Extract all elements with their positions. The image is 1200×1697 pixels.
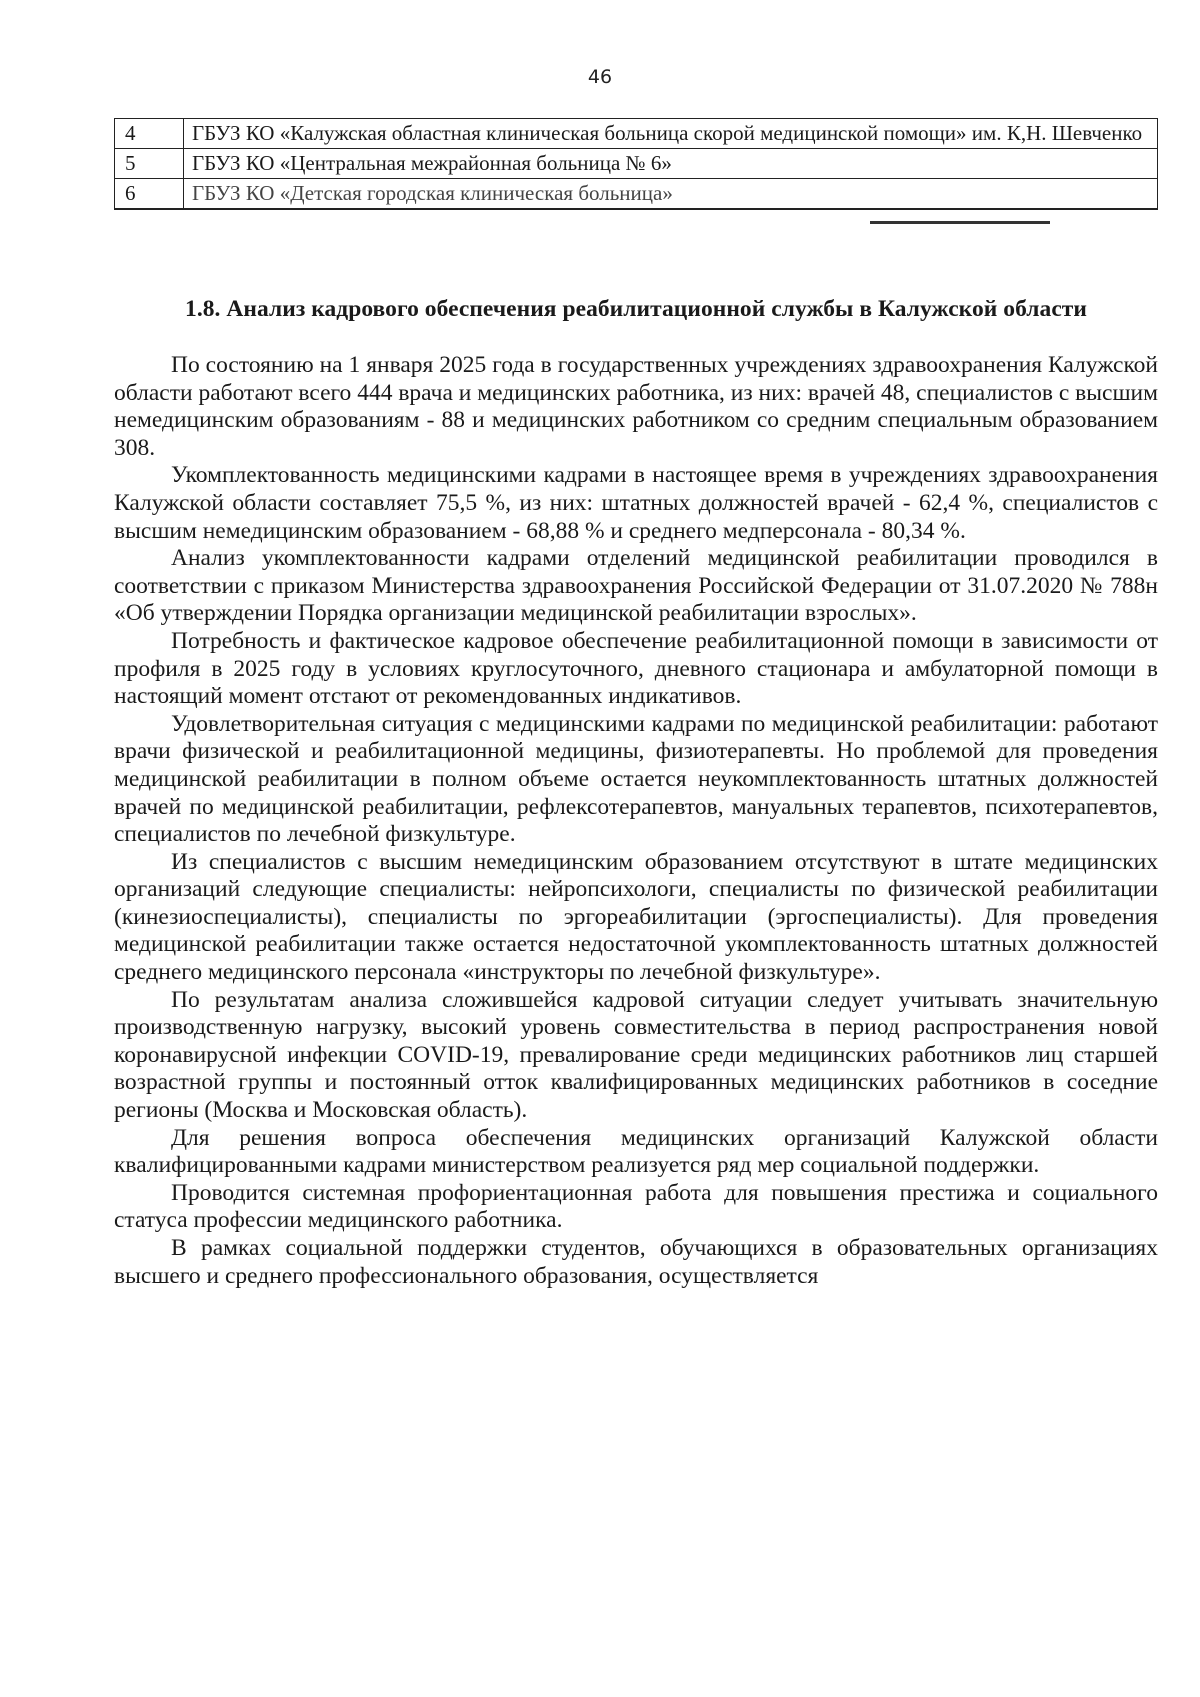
row-number: 5 <box>115 149 184 179</box>
paragraph: Удовлетворительная ситуация с медицинскими кадрами по медицинской реабилитации: работают врачи физической и реабилитационной медицины, физиотерапевты. Но проблемой для проведения медицинской реабилитации в полном объеме остается неукомплектованность штатных должностей врачей по медицинской реабилитации, рефлексотерапевтов, мануальных терапевтов, психотерапевтов, специалистов по лечебной физкультуре. <box>114 710 1158 848</box>
organizations-table <box>114 118 1158 210</box>
paragraph: В рамках социальной поддержки студентов, обучающихся в образовательных организациях высшего и среднего профессионального образования, осуществляется <box>114 1235 1158 1289</box>
page-number: 46 <box>587 66 613 88</box>
scan-artifact-line <box>870 221 1050 224</box>
section-title: 1.8. Анализ кадрового обеспечения реабилитационной службы в Калужской области <box>185 296 1087 322</box>
organization-name: ГБУЗ КО «Калужская областная клиническая больница скорой медицинской помощи» им. К,Н. Шевченко <box>184 119 1158 149</box>
paragraph: По результатам анализа сложившейся кадровой ситуации следует учитывать значительную производственную нагрузку, высокий уровень совместительства в период распространения новой коронавирусной инфекции COVID-19, превалирование среди медицинских работников лиц старшей возрастной группы и постоянный отток квалифицированных медицинских работников в соседние регионы (Москва и Московская область). <box>114 986 1158 1124</box>
paragraph: Анализ укомплектованности кадрами отделений медицинской реабилитации проводился в соответствии с приказом Министерства здравоохранения Российской Федерации от 31.07.2020 № 788н «Об утверждении Порядка организации медицинской реабилитации взрослых». <box>114 545 1158 627</box>
organization-name: ГБУЗ КО «Центральная межрайонная больница № 6» <box>184 149 1158 179</box>
document-body <box>114 352 1158 1290</box>
table-row <box>115 149 1158 179</box>
paragraph: Проводится системная профориентационная работа для повышения престижа и социального статуса профессии медицинского работника. <box>114 1179 1158 1234</box>
paragraph: Укомплектованность медицинскими кадрами в настоящее время в учреждениях здравоохранения Калужской области составляет 75,5 %, из них: штатных должностей врачей - 62,4 %, специалистов с высшим немедицинским образованием - 68,88 % и среднего медперсонала - 80,34 %. <box>114 462 1158 544</box>
paragraph: Потребность и фактическое кадровое обеспечение реабилитационной помощи в зависимости от профиля в 2025 году в условиях круглосуточного, дневного стационара и амбулаторной помощи в настоящий момент отстают от рекомендованных индикативов. <box>114 627 1158 710</box>
table-row <box>115 179 1158 210</box>
row-number: 6 <box>115 179 184 210</box>
table-row <box>115 119 1158 149</box>
row-number: 4 <box>115 119 184 149</box>
paragraph: По состоянию на 1 января 2025 года в государственных учреждениях здравоохранения Калужской области работают всего 444 врача и медицинских работника, из них: врачей 48, специалистов с высшим немедицинским образованиям - 88 и медицинских работником со средним специальным образованием 308. <box>114 352 1158 461</box>
paragraph: Для решения вопроса обеспечения медицинских организаций Калужской области квалифицированными кадрами министерством реализуется ряд мер социальной поддержки. <box>114 1124 1158 1179</box>
organization-name: ГБУЗ КО «Детская городская клиническая больница» <box>184 179 1158 210</box>
paragraph: Из специалистов с высшим немедицинским образованием отсутствуют в штате медицинских организаций следующие специалисты: нейропсихологи, специалисты по физической реабилитации (кинезиоспециалисты), специалисты по эргореабилитации (эргоспециалисты). Для проведения медицинской реабилитации также остается недостаточной укомплектованность штатных должностей среднего медицинского персонала «инструкторы по лечебной физкультуре». <box>114 848 1158 986</box>
